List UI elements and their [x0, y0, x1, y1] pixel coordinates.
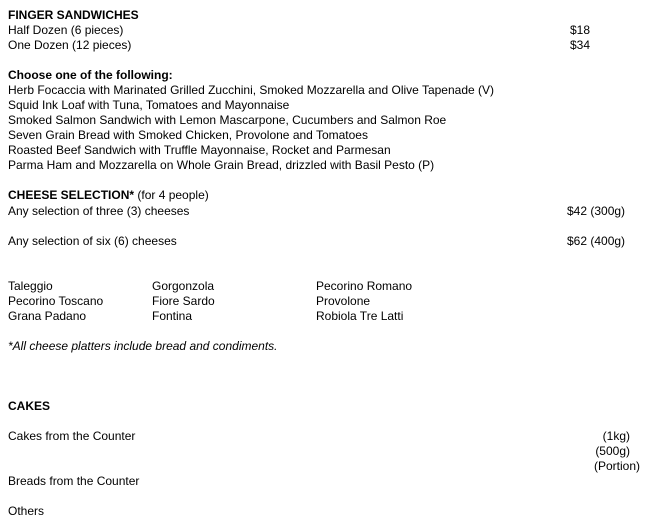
cheese-option-six-label: Any selection of six (6) cheeses: [8, 234, 177, 248]
cheese-name: Provolone: [316, 294, 371, 308]
finger-sandwiches-heading: FINGER SANDWICHES: [8, 8, 139, 22]
cheese-footnote: *All cheese platters include bread and condiments.: [8, 339, 278, 353]
cheese-option-three-price: $42 (300g): [567, 204, 626, 218]
sandwich-item: Smoked Salmon Sandwich with Lemon Mascarpone, Cucumbers and Salmon Roe: [8, 113, 447, 127]
cheese-option-three-label: Any selection of three (3) cheeses: [8, 204, 190, 218]
cakes-heading: CAKES: [8, 399, 51, 413]
cheese-name: Gorgonzola: [152, 279, 215, 293]
cheese-name: Taleggio: [8, 279, 53, 293]
cake-size: (Portion): [593, 459, 640, 473]
sandwich-item: Seven Grain Bread with Smoked Chicken, Provolone and Tomatoes: [8, 128, 368, 142]
cheese-heading-line: [8, 188, 209, 203]
cake-size: (500g): [595, 444, 630, 458]
cheese-option-six-price: $62 (400g): [567, 234, 626, 248]
cheese-name: Pecorino Romano: [316, 279, 413, 293]
others-label: Others: [8, 504, 45, 518]
option-half-dozen-price: $18: [570, 23, 591, 37]
cake-size: (1kg): [602, 429, 630, 443]
option-one-dozen-label: One Dozen (12 pieces): [8, 38, 132, 52]
cheese-heading: CHEESE SELECTION*: [8, 188, 135, 202]
breads-from-counter-label: Breads from the Counter: [8, 474, 140, 488]
choose-heading: Choose one of the following:: [8, 68, 173, 82]
cheese-name: Fiore Sardo: [152, 294, 215, 308]
cakes-from-counter-label: Cakes from the Counter: [8, 429, 136, 443]
cheese-name: Pecorino Toscano: [8, 294, 104, 308]
option-half-dozen-label: Half Dozen (6 pieces): [8, 23, 124, 37]
option-one-dozen-price: $34: [570, 38, 591, 52]
cheese-name: Grana Padano: [8, 309, 87, 323]
cheese-heading-note: (for 4 people): [134, 188, 209, 202]
cheese-name: Fontina: [152, 309, 193, 323]
sandwich-item: Parma Ham and Mozzarella on Whole Grain Bread, drizzled with Basil Pesto (P): [8, 158, 435, 172]
sandwich-item: Herb Focaccia with Marinated Grilled Zucchini, Smoked Mozzarella and Olive Tapenade (V): [8, 83, 494, 97]
cheese-name: Robiola Tre Latti: [316, 309, 404, 323]
sandwich-item: Roasted Beef Sandwich with Truffle Mayonnaise, Rocket and Parmesan: [8, 143, 391, 157]
sandwich-item: Squid Ink Loaf with Tuna, Tomatoes and Mayonnaise: [8, 98, 290, 112]
